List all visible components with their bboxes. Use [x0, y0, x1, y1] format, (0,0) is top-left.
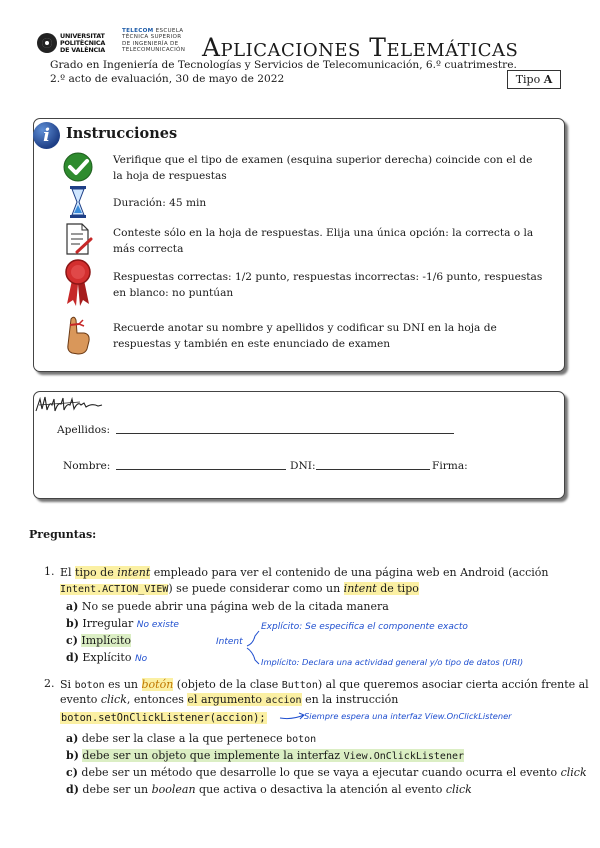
check-icon [62, 150, 94, 184]
code-intent-action-view: Intent.ACTION_VIEW [60, 584, 169, 595]
question-number: 2. [44, 677, 55, 690]
ribbon-icon [62, 258, 94, 308]
exam-type-label: Tipo [515, 73, 541, 86]
exam-type-value: A [543, 73, 553, 86]
firma-label: Firma: [432, 460, 468, 472]
etsit-line: ESCUELA [155, 28, 184, 34]
option: d) debe ser un boolean que activa o desactiva la atención al evento click [66, 783, 472, 796]
highlight: botón [141, 678, 174, 691]
option: b) Irregular No existe [66, 617, 179, 630]
upv-logo-line: POLITÈCNICA [60, 39, 106, 47]
upv-logo [37, 32, 119, 54]
signature-scribble [34, 393, 106, 419]
question-2-line-1: Si boton es un botón (objeto de la clase Button) al que queremos asociar cierta acción frente al [60, 678, 589, 691]
instructions-title: Instrucciones [66, 125, 178, 142]
exam-date-subtitle: 2.º acto de evaluación, 30 de mayo de 2022 [50, 73, 285, 85]
question-number: 1. [44, 565, 55, 578]
note-implicito: Implícito: Declara una actividad general y/o tipo de datos (URI) [261, 657, 524, 667]
option-correct: c) Implícito [66, 634, 131, 647]
exam-type-box [507, 70, 561, 89]
highlight: intent de tipo [343, 582, 419, 595]
etsit-logo [122, 28, 202, 56]
answer-sheet-icon [62, 222, 94, 256]
question-1-line-1: El tipo de intent empleado para ver el contenido de una página web en Android (acción [60, 566, 549, 579]
instruction-text: Duración: 45 min [113, 197, 207, 209]
hourglass-icon [62, 185, 94, 219]
note-interface: Siempre espera una interfaz View.OnClickListener [304, 711, 512, 721]
note-no-existe: No existe [136, 620, 179, 630]
nombre-label: Nombre: [63, 460, 111, 472]
note-intent: Intent [216, 637, 243, 647]
option: a) No se puede abrir una página web de la citada manera [66, 600, 389, 613]
student-form-box [33, 391, 565, 499]
info-icon: i [33, 122, 60, 149]
instruction-text: Verifique que el tipo de examen (esquina superior derecha) coincide con el de la hoja de respuestas [113, 154, 533, 182]
option: c) debe ser un método que desarrolle lo que se vaya a ejecutar cuando ocurra el evento click [66, 766, 587, 779]
finger-string-icon [62, 315, 94, 355]
nombre-field[interactable] [116, 469, 286, 470]
question-2-line-2: evento click, entonces el argumento accion en la instrucción [60, 693, 399, 706]
option: d) Explícito No [66, 651, 148, 664]
upv-logo-line: UNIVERSITAT [60, 32, 105, 40]
dni-label: DNI: [290, 460, 316, 472]
highlight: tipo de intent [75, 566, 151, 579]
code-set-on-click-listener: boton.setOnClickListener(accion); [61, 712, 266, 724]
dni-field[interactable] [316, 469, 430, 470]
instruction-text: Recuerde anotar su nombre y apellidos y codificar su DNI en la hoja de respuestas y también en este enunciado de examen [113, 322, 497, 350]
questions-heading: Preguntas: [29, 528, 97, 541]
page-title: Aplicaciones Telemáticas [202, 33, 519, 62]
option-correct: b) debe ser un objeto que implemente la interfaz View.OnClickListener [66, 749, 465, 762]
instruction-text: Respuestas correctas: 1/2 punto, respuestas incorrectas: -1/6 punto, respuestas en blanco: no puntúan [113, 271, 543, 299]
etsit-line: TÉCNICA SUPERIOR [122, 34, 182, 41]
degree-subtitle: Grado en Ingeniería de Tecnologías y Servicios de Telecomunicación, 6.º cuatrimestre. [50, 59, 517, 71]
highlight: debe ser un objeto que implemente la interfaz View.OnClickListener [82, 749, 465, 762]
highlight: el argumento accion [187, 693, 302, 706]
question-1-line-2: Intent.ACTION_VIEW) se puede considerar como un intent de tipo [60, 582, 419, 595]
note-explicito: Explícito: Se especifica el componente exacto [261, 622, 468, 632]
upv-logo-line: DE VALÈNCIA [60, 46, 105, 54]
etsit-line: TELECOMUNICACIÓN [122, 47, 186, 54]
option: a) debe ser la clase a la que pertenece boton [66, 732, 317, 745]
apellidos-field[interactable] [116, 433, 454, 434]
note-no: No [134, 654, 148, 664]
etsit-line: DE INGENIERÍA DE [122, 40, 179, 47]
upv-seal-icon [37, 33, 57, 53]
etsit-brand: TELECOM [122, 28, 154, 34]
instruction-text: Conteste sólo en la hoja de respuestas. Elija una única opción: la correcta o la más correcta [113, 227, 534, 255]
apellidos-label: Apellidos: [57, 424, 111, 436]
